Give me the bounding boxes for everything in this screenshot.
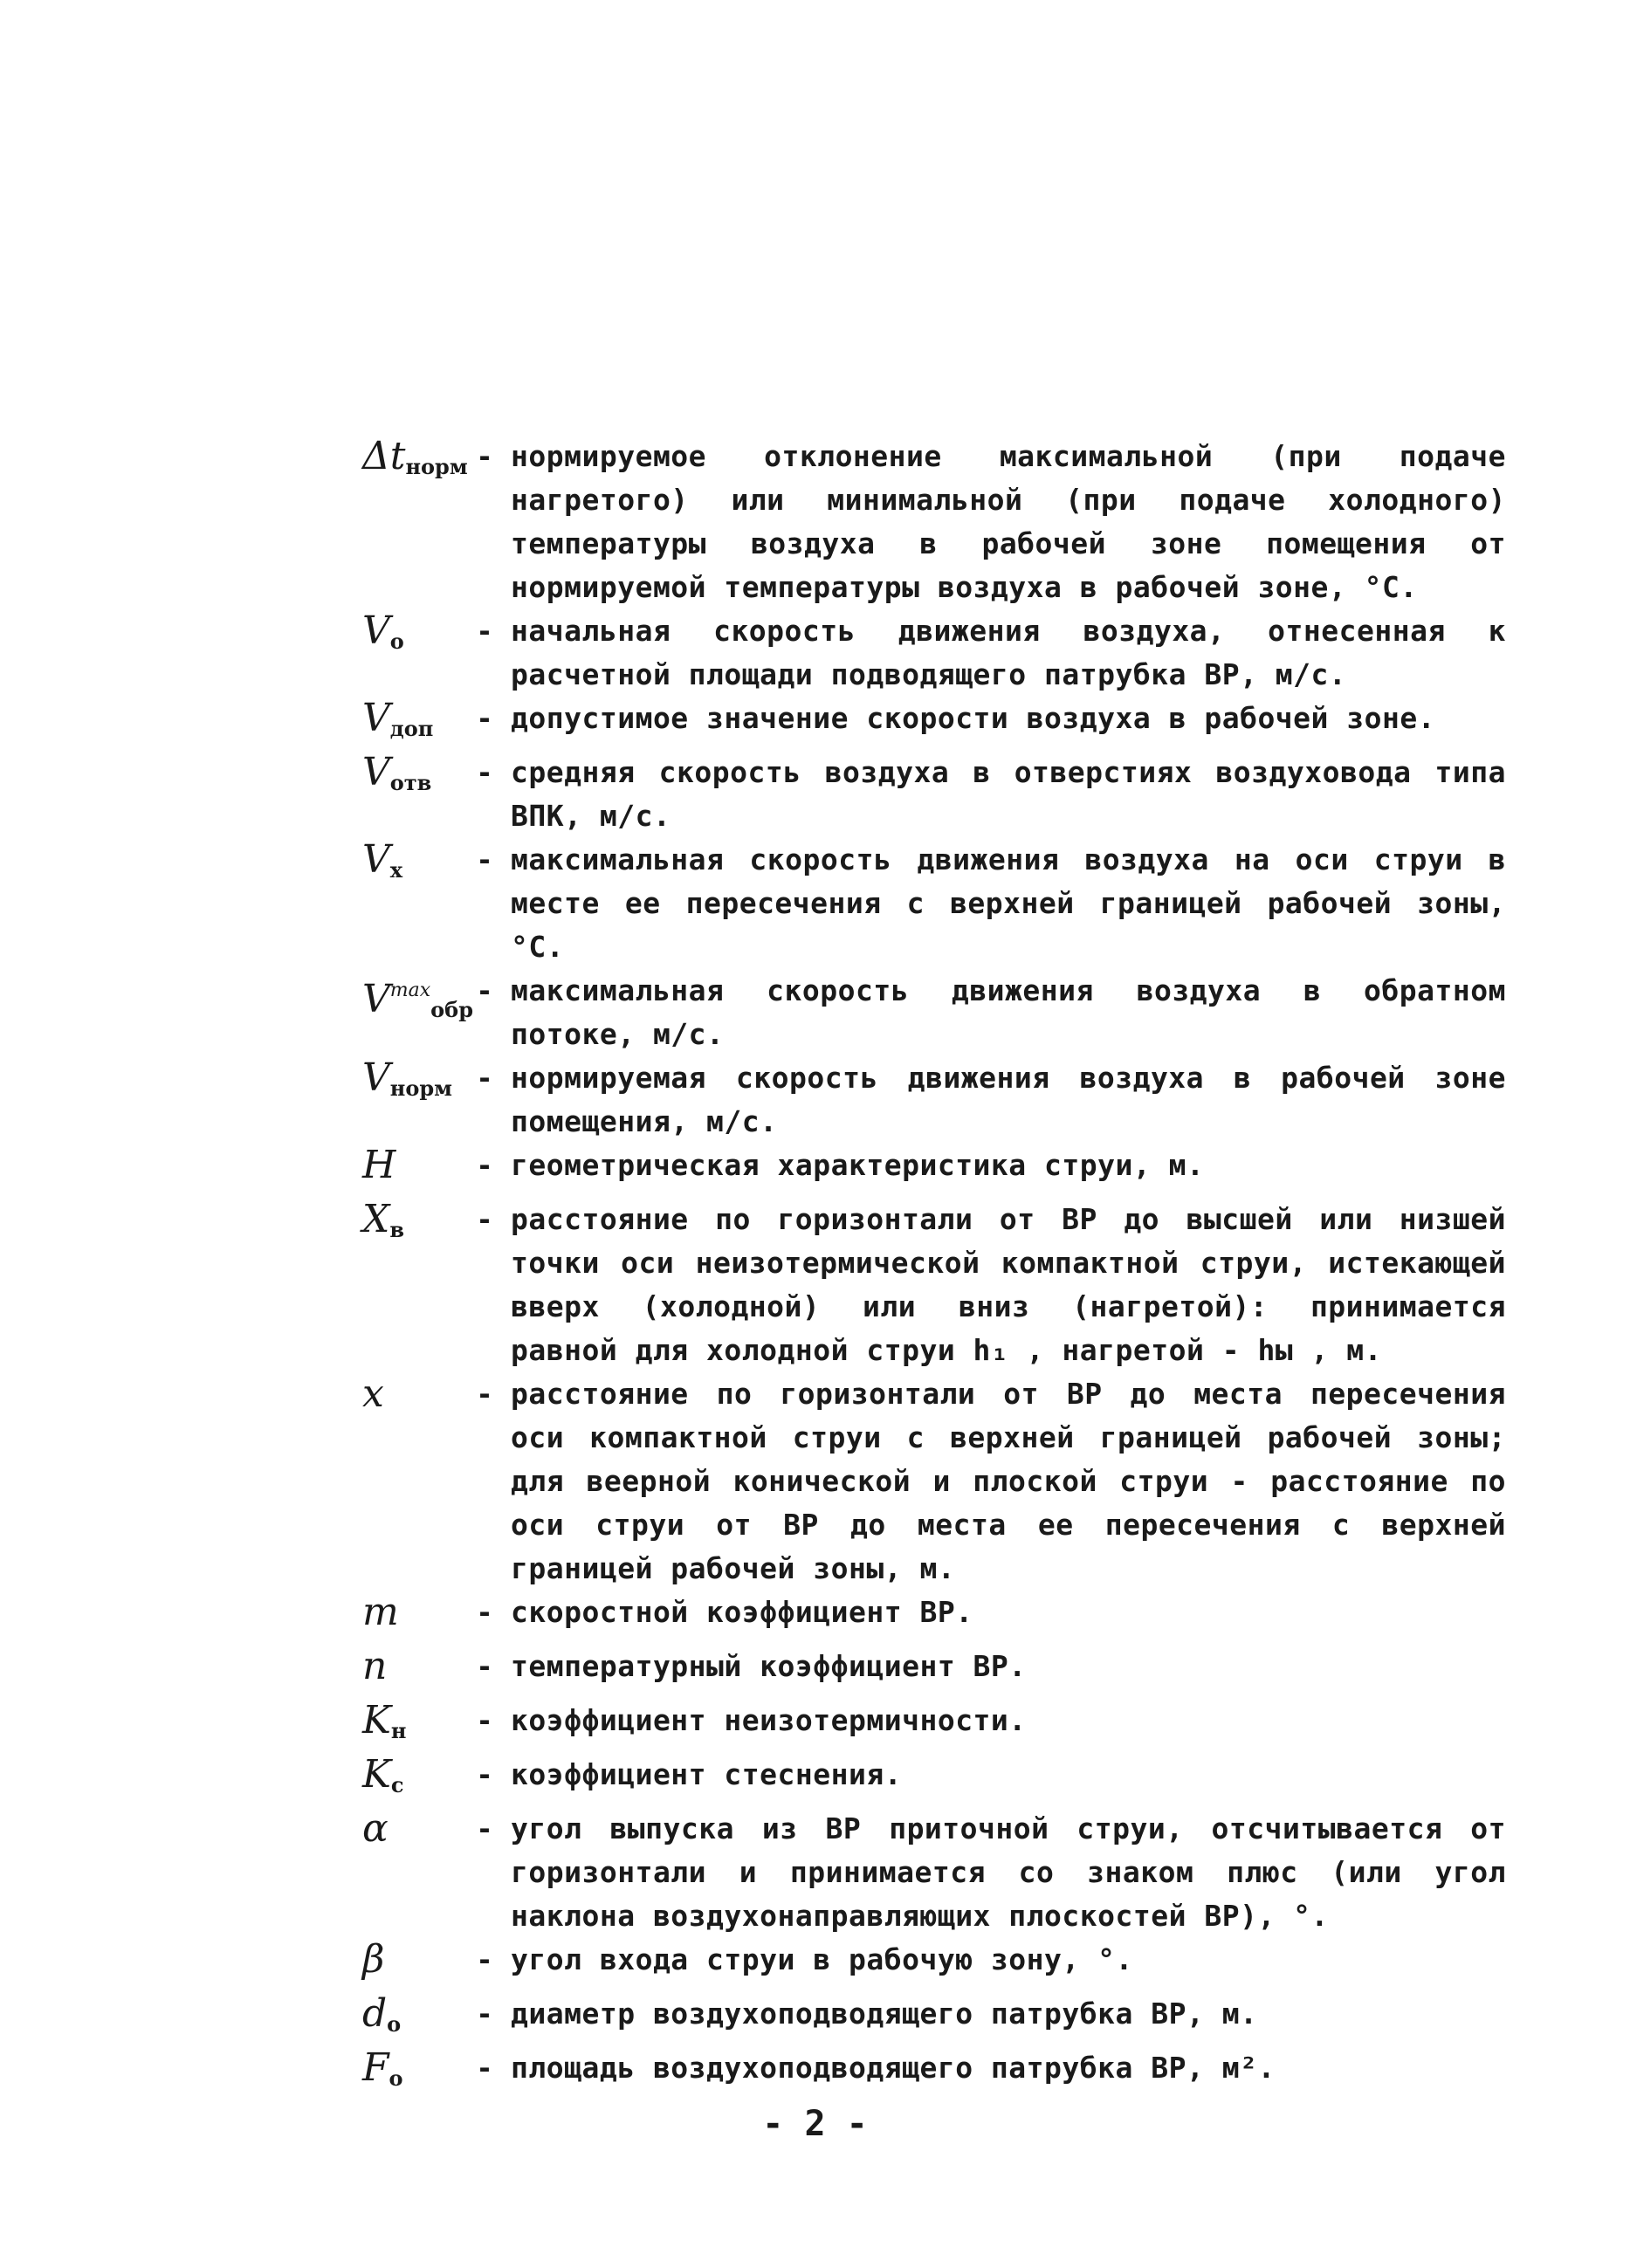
definition-text: коэффициент неизотермичности. <box>511 1703 1027 1737</box>
definition-entry <box>345 1753 1506 1807</box>
dash: - <box>476 974 493 1007</box>
definition-entry <box>345 609 1506 697</box>
dash: - <box>476 1812 493 1845</box>
symbol: $V_{норм}$ <box>362 1055 452 1101</box>
dash: - <box>476 756 493 789</box>
definition-text: максимальная скорость движения воздуха на оси струи в месте ее пересечения с верхней границей рабочей зоны,°С. <box>511 842 1506 964</box>
definition-text: расстояние по горизонтали от ВР до места пересечения оси компактной струи с верхней границей рабочей зоны; для веерной конической и плоской струи - расстояние по оси струи от ВР до места ее пересечения с верхней границей рабочей зоны, м. <box>511 1377 1506 1585</box>
symbol: n <box>362 1644 388 1688</box>
symbol: x <box>362 1371 384 1416</box>
definition-text: угол выпуска из ВР приточной струи, отсчитывается от горизонтали и принимается со знаком плюс (или угол наклона воздухонаправляющих плоскостей ВР), °. <box>511 1811 1506 1933</box>
dash: - <box>476 440 493 473</box>
definition-entry <box>345 1591 1506 1645</box>
definition-entry <box>345 1198 1506 1372</box>
definition-text: диаметр воздухоподводящего патрубка ВР, м. <box>511 1997 1258 2031</box>
dash: - <box>476 615 493 648</box>
definition-entry <box>345 838 1506 969</box>
symbol: α <box>362 1806 389 1851</box>
definition-entry <box>345 1699 1506 1753</box>
definition-entry <box>345 1938 1506 1992</box>
symbol: β <box>362 1937 385 1982</box>
symbol: $V_{отв}$ <box>362 750 432 795</box>
symbol: $V_о$ <box>362 608 404 654</box>
definition-text: геометрическая характеристика струи, м. <box>511 1148 1205 1182</box>
symbol: $K_с$ <box>362 1752 404 1797</box>
definition-entry <box>345 1056 1506 1144</box>
symbol: $d_о$ <box>362 1991 402 2037</box>
definition-text: нормируемое отклонение максимальной (при подаче нагретого) или минимальной (при подаче холодного) температуры воздуха в рабочей зоне помещения от нормируемой температуры воздуха в рабочей зоне, °С. <box>511 439 1506 604</box>
definition-text: угол входа струи в рабочую зону, °. <box>511 1942 1133 1976</box>
dash: - <box>476 1758 493 1791</box>
page-number: - 2 - <box>762 2104 868 2144</box>
definition-text: средняя скорость воздуха в отверстиях воздуховода типа ВПК, м/с. <box>511 755 1506 833</box>
dash: - <box>476 1596 493 1629</box>
symbol: $X_в$ <box>362 1197 405 1242</box>
definition-entry <box>345 2046 1506 2100</box>
definition-entry <box>345 1645 1506 1699</box>
symbol: $F_о$ <box>362 2045 403 2091</box>
definition-text: допустимое значение скорости воздуха в рабочей зоне. <box>511 701 1436 735</box>
definition-text: нормируемая скорость движения воздуха в рабочей зоне помещения, м/с. <box>511 1061 1506 1138</box>
definition-text: коэффициент стеснения. <box>511 1757 903 1791</box>
dash: - <box>476 1997 493 2031</box>
symbol: $V_x$ <box>362 837 403 883</box>
definition-text: площадь воздухоподводящего патрубка ВР, м². <box>511 2051 1276 2085</box>
dash: - <box>476 1149 493 1182</box>
dash: - <box>476 1203 493 1236</box>
dash: - <box>476 843 493 876</box>
symbol: $V_{доп}$ <box>362 696 434 741</box>
definition-entry <box>345 1372 1506 1591</box>
symbol: $K_н$ <box>362 1698 407 1743</box>
definition-entry <box>345 969 1506 1056</box>
definition-entry <box>345 1144 1506 1198</box>
dash: - <box>476 1650 493 1683</box>
definition-text: начальная скорость движения воздуха, отнесенная к расчетной площади подводящего патрубка ВР, м/с. <box>511 614 1506 691</box>
dash: - <box>476 1378 493 1411</box>
definition-entry <box>345 1807 1506 1938</box>
symbol: m <box>362 1590 399 1634</box>
definition-text: расстояние по горизонтали от ВР до высшей или низшей точки оси неизотермической компактной струи, истекающей вверх (холодной) или вниз (нагретой): принимается равной для холодной струи h₁ , нагретой - hы , м. <box>511 1202 1506 1367</box>
definition-entry <box>345 435 1506 609</box>
dash: - <box>476 1704 493 1737</box>
dash: - <box>476 1062 493 1095</box>
symbol-definitions-list <box>345 435 1506 2100</box>
definition-text: максимальная скорость движения воздуха в обратном потоке, м/с. <box>511 973 1506 1051</box>
dash: - <box>476 702 493 735</box>
definition-entry <box>345 1992 1506 2046</box>
symbol: $V^{max}_{обр}$ <box>362 977 473 1022</box>
dash: - <box>476 1943 493 1976</box>
definition-text: скоростной коэффициент ВР. <box>511 1595 973 1629</box>
definition-entry <box>345 697 1506 751</box>
definition-entry <box>345 751 1506 838</box>
symbol: H <box>362 1143 396 1187</box>
dash: - <box>476 2052 493 2085</box>
symbol: $\Delta t_{норм}$ <box>362 434 468 479</box>
definition-text: температурный коэффициент ВР. <box>511 1649 1027 1683</box>
